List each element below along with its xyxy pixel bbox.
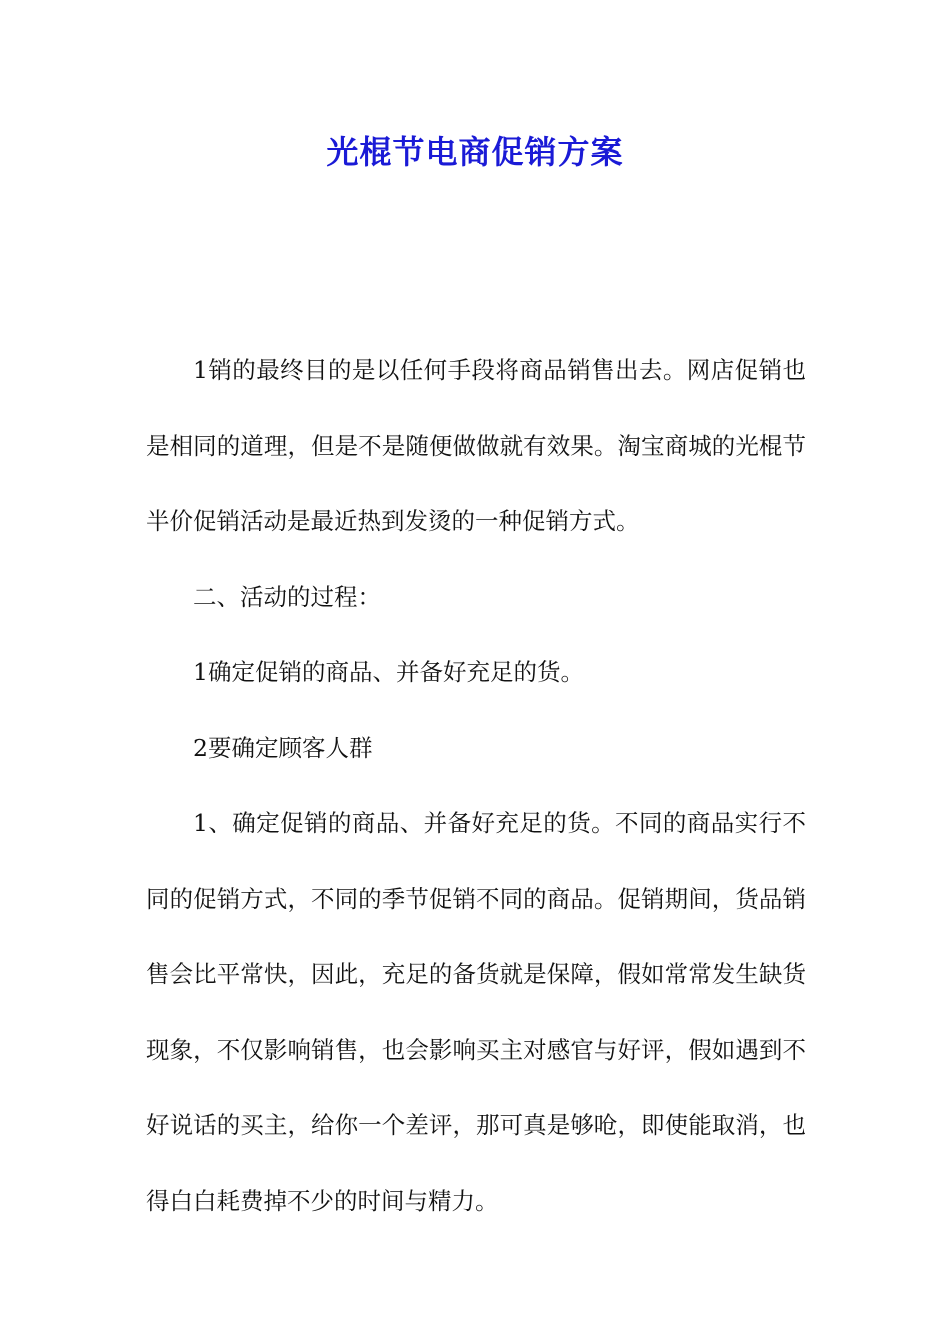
paragraph-step-2: 2要确定顾客人群 bbox=[193, 733, 373, 762]
paragraph-step-1-detail: 1、确定促销的商品、并备好充足的货。不同的商品实行不同的促销方式，不同的季节促销不同的商品。促销期间，货品销售会比平常快，因此，充足的备货就是保障，假如常常发生缺货现象，不仅影响销售，也会影响买主对感官与好评，假如遇到不好说话的买主，给你一个差评，那可真是够呛，即使能取消，也得白白耗费掉不少的时间与精力。 bbox=[146, 809, 806, 1215]
document-body bbox=[146, 333, 806, 1239]
paragraph-step-1: 1确定促销的商品、并备好充足的货。 bbox=[193, 658, 584, 686]
paragraph-intro: 1销的最终目的是以任何手段将商品销售出去。网店促销也是相同的道理，但是不是随便做做就有效果。淘宝商城的光棍节半价促销活动是最近热到发烫的一种促销方式。 bbox=[146, 356, 806, 535]
document-title: 光棍节电商促销方案 bbox=[326, 133, 624, 171]
paragraph-section-heading: 二、活动的过程： bbox=[193, 582, 381, 611]
